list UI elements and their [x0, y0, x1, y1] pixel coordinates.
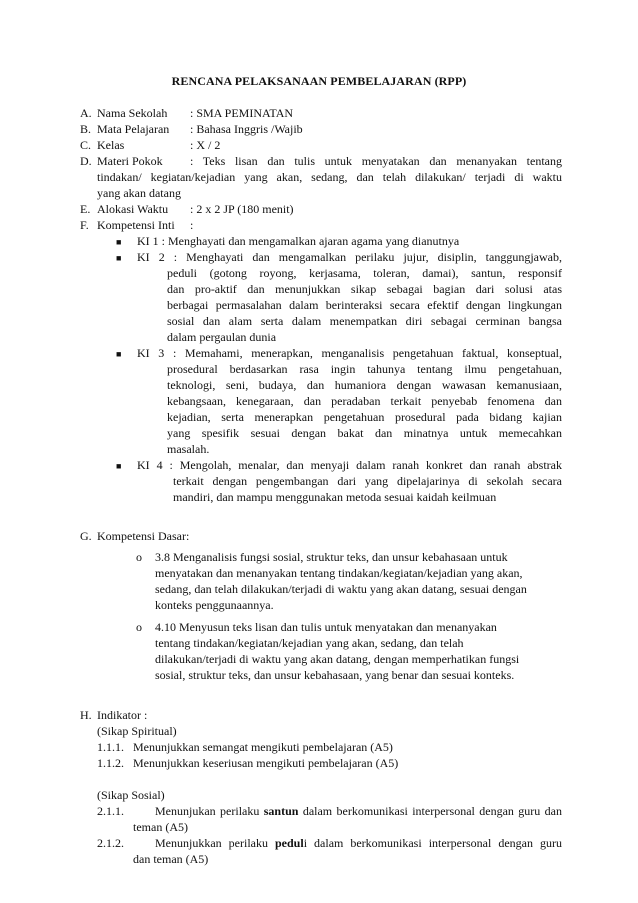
kd-line: menyatakan dan menanyakan tentang tindakan/kegiatan/kejadian yang akan, [155, 566, 523, 580]
kd-line: sosial, struktur teks, dan unsur kebahasaan, yang benar dan sesuai konteks. [155, 668, 515, 682]
indicator-text-part: i dalam berkomunikasi interpersonal dengan guru [303, 836, 562, 850]
section-letter-c: C. [80, 138, 92, 152]
value-alokasi-waktu: : 2 x 2 JP (180 menit) [190, 202, 294, 216]
label-materi-pokok: Materi Pokok [97, 154, 163, 168]
circle-bullet-icon: o [136, 620, 142, 634]
label-indikator: Indikator : [97, 708, 148, 722]
ki2-line: dalam pergaulan dunia [167, 330, 277, 344]
circle-bullet-icon: o [136, 550, 142, 564]
indicator-text: Menunjukkan semangat mengikuti pembelajaran (A5) [133, 740, 393, 754]
indicator-number: 2.1.2. [97, 836, 124, 850]
label-kompetensi-inti: Kompetensi Inti [97, 218, 175, 232]
ki3-line: teknologi, seni, budaya, dan humaniora dengan wawasan kemanusiaan, [167, 378, 562, 392]
ki2-line: dan pro-aktif dan menunjukkan sikap sebagai bagian dari solusi atas [167, 282, 562, 296]
ki2-line: KI 2 : Menghayati dan mengamalkan perilaku jujur, disiplin, tanggungjawab, [137, 250, 562, 264]
indicator-number: 1.1.1. [97, 740, 124, 754]
kd-line: sedang, dan telah dilakukan/terjadi di waktu yang akan datang, sesuai dengan [155, 582, 527, 596]
section-letter-f: F. [80, 218, 89, 232]
section-letter-h: H. [80, 708, 92, 722]
section-letter-g: G. [80, 529, 92, 543]
ki3-line: kebangsaan, kenegaraan, dan peradaban terkait penyebab fenomena dan [167, 394, 562, 408]
ki1-line: KI 1 : Menghayati dan mengamalkan ajaran agama yang dianutnya [137, 234, 460, 248]
indicator-text-part: Menunjukkan perilaku [155, 836, 275, 850]
ki2-line: sosial dan alam serta dalam menempatkan diri sebagai cerminan bangsa [167, 314, 562, 328]
indicator-text: Menunjukkan keseriusan mengikuti pembelajaran (A5) [133, 756, 399, 770]
value-nama-sekolah: : SMA PEMINATAN [190, 106, 294, 120]
value-materi-pokok-line: yang akan datang [97, 186, 181, 200]
bullet-icon: ■ [116, 253, 122, 263]
indicator-text-continuation: teman (A5) [133, 820, 188, 834]
ki3-line: masalah. [167, 442, 210, 456]
kd-line: tentang tindakan/kegiatan/kejadian yang akan, sedang, dan telah [155, 636, 464, 650]
indicator-number: 1.1.2. [97, 756, 124, 770]
indicator-text [155, 835, 562, 852]
indicator-text-part: Menunjukan perilaku [155, 804, 264, 818]
label-kelas: Kelas [97, 138, 125, 152]
label-nama-sekolah: Nama Sekolah [97, 106, 168, 120]
indicator-number: 2.1.1. [97, 804, 124, 818]
value-mata-pelajaran: : Bahasa Inggris /Wajib [190, 122, 303, 136]
ki4-line: KI 4 : Mengolah, menalar, dan menyaji dalam ranah konkret dan ranah abstrak [137, 458, 562, 472]
ki3-line: yang spesifik sesuai dengan bakat dan minatnya untuk memecahkan [167, 426, 562, 440]
kd-line: konteks penggunaannya. [155, 598, 274, 612]
value-materi-pokok-line: tindakan/ kegiatan/kejadian yang akan, sedang, dan telah dilakukan/ terjadi di waktu [97, 170, 562, 184]
bullet-icon: ■ [116, 461, 122, 471]
subhead-sikap-sosial: (Sikap Sosial) [97, 788, 165, 802]
indicator-text [155, 803, 562, 820]
value-materi-pokok-line: : Teks lisan dan tulis untuk menyatakan dan menanyakan tentang [190, 154, 562, 168]
label-mata-pelajaran: Mata Pelajaran [97, 122, 170, 136]
kd-line: dilakukan/terjadi di waktu yang akan datang, dengan memperhatikan fungsi [155, 652, 520, 666]
indicator-emphasis: pedul [275, 836, 304, 850]
indicator-text-part: dalam berkomunikasi interpersonal dengan guru dan [298, 804, 562, 818]
section-letter-d: D. [80, 154, 92, 168]
label-kompetensi-dasar: Kompetensi Dasar: [97, 529, 190, 543]
value-kelas: : X / 2 [190, 138, 221, 152]
ki2-line: peduli (gotong royong, kerjasama, toleran, damai), santun, responsif [167, 266, 562, 280]
kd-line: 3.8 Menganalisis fungsi sosial, struktur teks, dan unsur kebahasaan untuk [155, 550, 508, 564]
bullet-icon: ■ [116, 237, 122, 247]
indicator-text-continuation: dan teman (A5) [133, 852, 209, 866]
document-title: RENCANA PELAKSANAAN PEMBELAJARAN (RPP) [171, 74, 467, 88]
ki4-line: terkait dengan pengembangan dari yang dipelajarinya di sekolah secara [173, 474, 562, 488]
indicator-emphasis: santun [263, 804, 299, 818]
ki3-line: KI 3 : Memahami, menerapkan, menganalisis pengetahuan faktual, konseptual, [137, 346, 562, 360]
label-alokasi-waktu: Alokasi Waktu [97, 202, 169, 216]
subhead-sikap-spiritual: (Sikap Spiritual) [97, 724, 177, 738]
bullet-icon: ■ [116, 349, 122, 359]
kd-line: 4.10 Menyusun teks lisan dan tulis untuk menyatakan dan menanyakan [155, 620, 497, 634]
section-letter-b: B. [80, 122, 92, 136]
ki2-line: berbagai permasalahan dalam berinteraksi secara efektif dengan lingkungan [167, 298, 562, 312]
value-kompetensi-inti: : [190, 218, 194, 232]
section-letter-e: E. [80, 202, 91, 216]
ki3-line: prosedural berdasarkan rasa ingin tahunya tentang ilmu pengetahuan, [167, 362, 562, 376]
ki4-line: mandiri, dan mampu menggunakan metoda sesuai kaidah keilmuan [173, 490, 497, 504]
section-letter-a: A. [80, 106, 92, 120]
ki3-line: kejadian, serta menerapkan pengetahuan prosedural pada bidang kajian [167, 410, 562, 424]
